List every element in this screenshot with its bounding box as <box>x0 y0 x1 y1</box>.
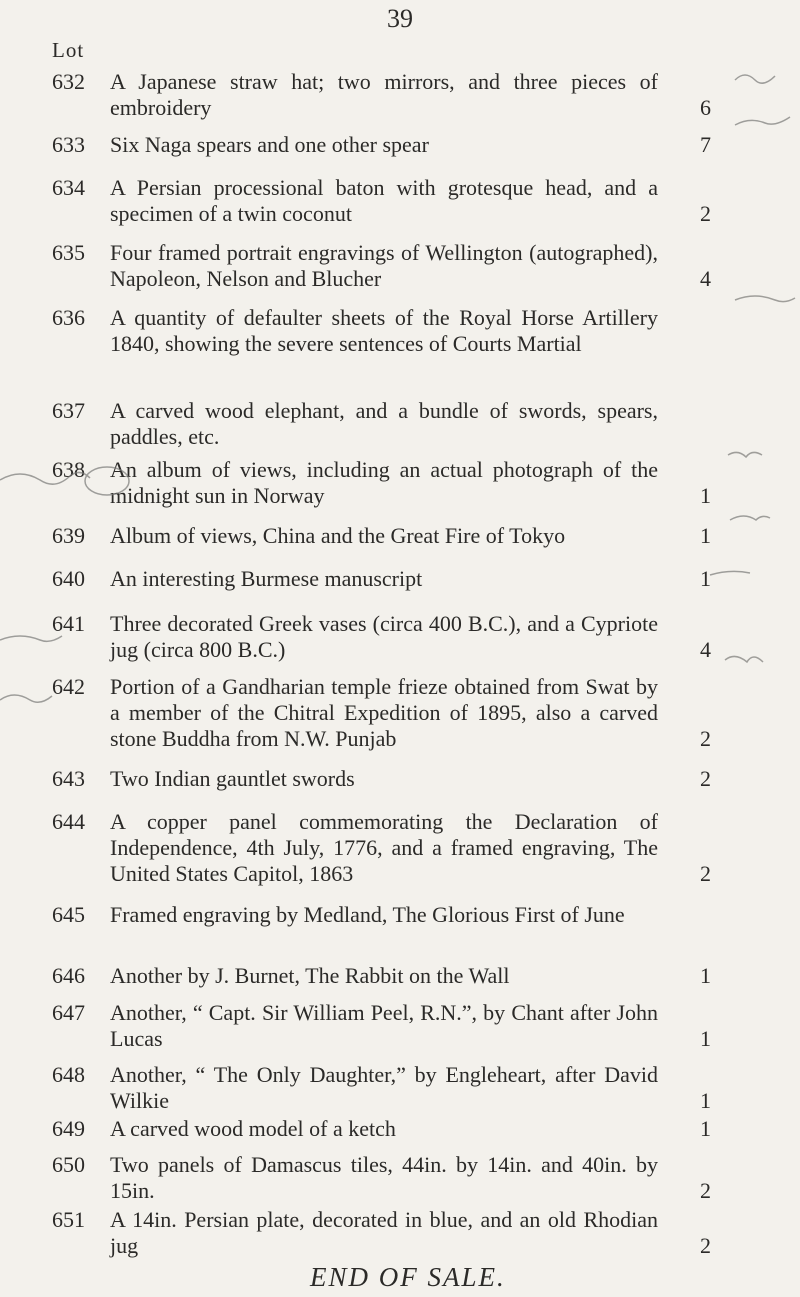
lot-quantity: 1 <box>700 566 711 591</box>
lot-column-header: Lot <box>52 38 85 62</box>
lot-quantity: 1 <box>700 483 711 508</box>
lot-description: An interesting Burmese manuscript <box>110 566 423 591</box>
lot-quantity: 4 <box>700 637 711 662</box>
lot-description: A carved wood model of a ketch <box>110 1116 396 1141</box>
lot-description: A carved wood elephant, and a bundle of swords, spears, paddles, etc. <box>110 398 658 449</box>
lot-number: 642 <box>52 674 85 699</box>
lot-quantity: 2 <box>700 1178 711 1203</box>
lot-number: 636 <box>52 305 85 330</box>
lot-number: 650 <box>52 1152 85 1177</box>
lot-number: 647 <box>52 1000 85 1025</box>
lot-number: 643 <box>52 766 85 791</box>
page-number: 39 <box>387 4 413 33</box>
lot-quantity: 2 <box>700 766 711 791</box>
lot-number: 632 <box>52 69 85 94</box>
lot-quantity: 6 <box>700 95 711 120</box>
lot-number: 651 <box>52 1207 85 1232</box>
lot-description: A 14in. Persian plate, decorated in blue, and an old Rhodian jug <box>110 1207 658 1258</box>
lot-quantity: 1 <box>700 963 711 988</box>
lot-quantity: 2 <box>700 201 711 226</box>
lot-number: 637 <box>52 398 85 423</box>
lot-quantity: 2 <box>700 861 711 886</box>
lot-description: Album of views, China and the Great Fire of Tokyo <box>110 523 566 548</box>
lot-quantity: 1 <box>700 1088 711 1113</box>
lot-quantity: 7 <box>700 132 711 157</box>
lot-number: 645 <box>52 902 85 927</box>
lot-description: Framed engraving by Medland, The Glorious First of June <box>110 902 625 927</box>
lot-description: Three decorated Greek vases (circa 400 B.C.), and a Cypriote jug (circa 800 B.C.) <box>110 611 658 662</box>
lot-description: An album of views, including an actual photograph of the midnight sun in Norway <box>110 457 658 508</box>
lot-description: Another by J. Burnet, The Rabbit on the Wall <box>110 963 510 988</box>
lot-quantity: 1 <box>700 523 711 548</box>
lot-number: 639 <box>52 523 85 548</box>
lot-number: 649 <box>52 1116 85 1141</box>
lot-description: A quantity of defaulter sheets of the Royal Horse Artillery 1840, showing the severe sentences of Courts Martial <box>110 305 658 356</box>
lot-quantity: 4 <box>700 266 711 291</box>
lot-quantity: 2 <box>700 726 711 751</box>
lot-number: 644 <box>52 809 85 834</box>
lot-number: 638 <box>52 457 85 482</box>
lot-description: Another, “ The Only Daughter,” by Engleheart, after David Wilkie <box>110 1062 658 1113</box>
lot-number: 646 <box>52 963 85 988</box>
lot-description: Portion of a Gandharian temple frieze obtained from Swat by a member of the Chitral Expedition of 1895, also a carved stone Buddha from N.W. Punjab <box>110 674 658 751</box>
lot-number: 648 <box>52 1062 85 1087</box>
lot-number: 633 <box>52 132 85 157</box>
lot-quantity: 2 <box>700 1233 711 1258</box>
lot-description: Four framed portrait engravings of Wellington (autographed), Napoleon, Nelson and Blucher <box>110 240 658 291</box>
lot-description: Two Indian gauntlet swords <box>110 766 355 791</box>
lot-description: A Japanese straw hat; two mirrors, and three pieces of embroidery <box>110 69 658 120</box>
lot-number: 635 <box>52 240 85 265</box>
lot-description: A copper panel commemorating the Declaration of Independence, 4th July, 1776, and a framed engraving, The United States Capitol, 1863 <box>110 809 658 886</box>
lot-quantity: 1 <box>700 1116 711 1141</box>
lot-number: 634 <box>52 175 85 200</box>
lot-description: Six Naga spears and one other spear <box>110 132 429 157</box>
lot-description: A Persian processional baton with grotesque head, and a specimen of a twin coconut <box>110 175 658 226</box>
lot-number: 641 <box>52 611 85 636</box>
lot-number: 640 <box>52 566 85 591</box>
lot-description: Two panels of Damascus tiles, 44in. by 14in. and 40in. by 15in. <box>110 1152 658 1203</box>
lot-description: Another, “ Capt. Sir William Peel, R.N.”, by Chant after John Lucas <box>110 1000 658 1051</box>
lot-quantity: 1 <box>700 1026 711 1051</box>
end-of-sale: END OF SALE. <box>310 1262 506 1292</box>
